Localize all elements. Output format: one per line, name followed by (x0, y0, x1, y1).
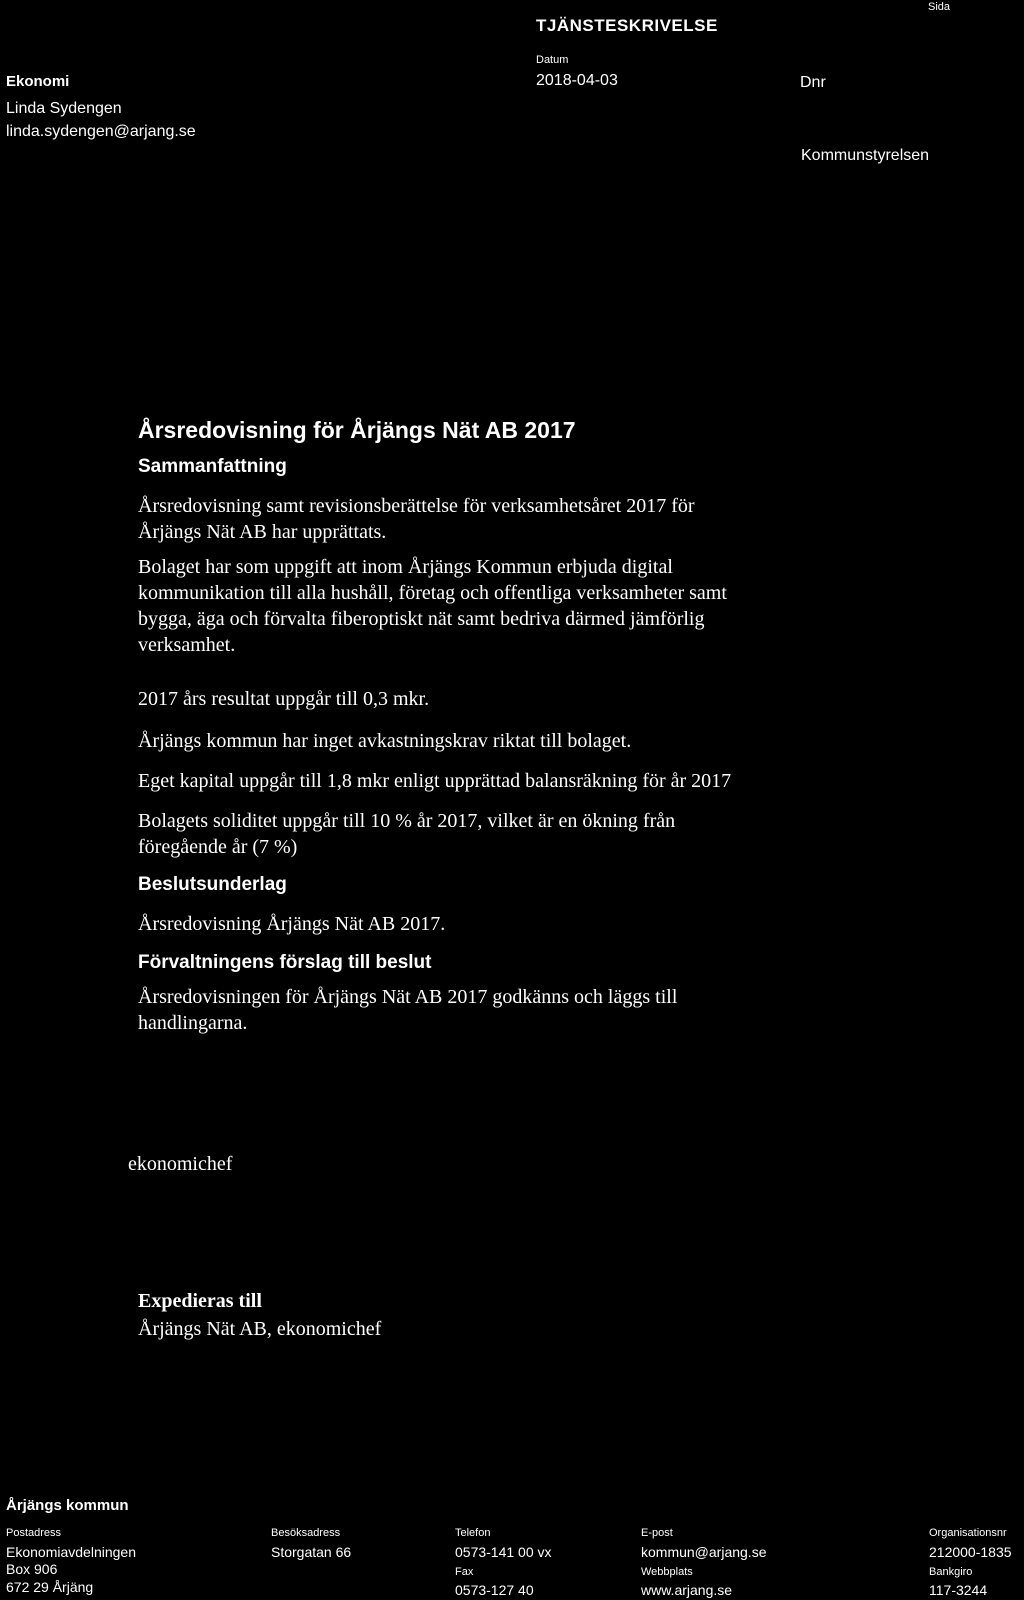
web-value[interactable]: www.arjang.se (641, 1582, 733, 1598)
author-name: Linda Sydengen (6, 100, 122, 117)
email-label: E-post (641, 1527, 673, 1539)
fax-label: Fax (455, 1566, 474, 1578)
org-nr-value: 212000-1835 (929, 1544, 1012, 1560)
basis-heading: Beslutsunderlag (138, 874, 287, 895)
summary-p2-line2: kommunikation till alla hushåll, företag och offentliga verksamheter samt (138, 582, 727, 604)
postal-line3: 672 29 Årjäng (6, 1579, 94, 1595)
phone-label: Telefon (455, 1527, 491, 1539)
bankgiro-value: 117-3244 (929, 1582, 988, 1598)
visit-label: Besöksadress (271, 1527, 341, 1539)
fax-value: 0573-127 40 (455, 1582, 534, 1598)
summary-p2-line4: verksamhet. (138, 634, 236, 656)
proposal-heading: Förvaltningens förslag till beslut (138, 952, 432, 973)
dispatch-text: Årjängs Nät AB, ekonomichef (138, 1318, 382, 1340)
dnr-label: Dnr (800, 74, 826, 91)
visit-value: Storgatan 66 (271, 1544, 352, 1560)
summary-p6-line2: föregående år (7 %) (138, 836, 298, 858)
date-value: 2018-04-03 (536, 72, 618, 89)
postal-line2: Box 906 (6, 1561, 58, 1577)
bankgiro-label: Bankgiro (929, 1566, 973, 1578)
summary-result: 2017 års resultat uppgår till 0,3 mkr. (138, 688, 430, 710)
summary-heading: Sammanfattning (138, 456, 287, 477)
page-label: Sida (928, 1, 951, 13)
summary-p1-line2: Årjängs Nät AB har upprättats. (138, 521, 387, 543)
postal-line1: Ekonomiavdelningen (6, 1544, 136, 1560)
phone-value: 0573-141 00 vx (455, 1544, 552, 1560)
footer-org-name: Årjängs kommun (6, 1497, 129, 1514)
summary-return-requirement: Årjängs kommun har inget avkastningskrav riktat till bolaget. (138, 730, 632, 752)
document-title: Årsredovisning för Årjängs Nät AB 2017 (138, 417, 576, 443)
org-nr-label: Organisationsnr (929, 1527, 1007, 1539)
date-label: Datum (536, 54, 569, 66)
email-value[interactable]: kommun@arjang.se (641, 1544, 767, 1560)
signature-title: ekonomichef (128, 1153, 233, 1175)
document-type: TJÄNSTESKRIVELSE (536, 16, 718, 35)
summary-p2-line3: bygga, äga och förvalta fiberoptiskt nät samt bedriva därmed jämförlig (138, 608, 705, 630)
proposal-line2: handlingarna. (138, 1012, 248, 1034)
department-name: Ekonomi (6, 73, 70, 90)
summary-paragraph-2 (138, 554, 1018, 658)
summary-p1-line1: Årsredovisning samt revisionsberättelse för verksamhetsåret 2017 för (138, 495, 695, 517)
web-label: Webbplats (641, 1566, 693, 1578)
summary-solidity (138, 808, 1018, 860)
summary-p2-line1: Bolaget har som uppgift att inom Årjängs Kommun erbjuda digital (138, 556, 673, 578)
proposal-text (138, 984, 1018, 1036)
basis-text: Årsredovisning Årjängs Nät AB 2017. (138, 913, 446, 935)
summary-paragraph-1 (138, 493, 1018, 545)
postal-label: Postadress (6, 1527, 62, 1539)
summary-p6-line1: Bolagets soliditet uppgår till 10 % år 2017, vilket är en ökning från (138, 810, 676, 832)
recipient: Kommunstyrelsen (801, 147, 930, 164)
author-email: linda.sydengen@arjang.se (6, 123, 196, 140)
dispatch-heading: Expedieras till (138, 1290, 262, 1312)
proposal-line1: Årsredovisningen för Årjängs Nät AB 2017 godkänns och läggs till (138, 986, 678, 1008)
summary-equity: Eget kapital uppgår till 1,8 mkr enligt upprättad balansräkning för år 2017 (138, 770, 732, 792)
